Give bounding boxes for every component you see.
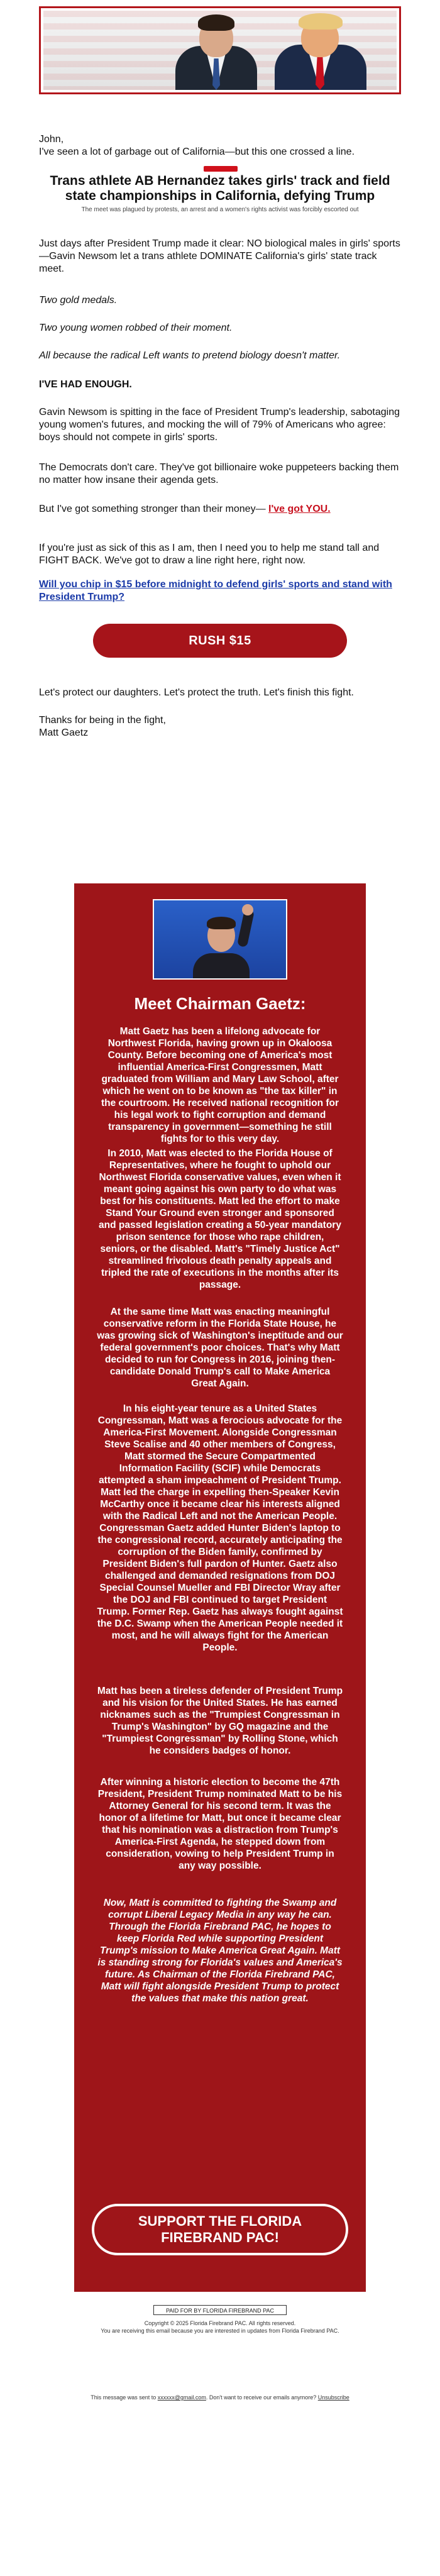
paragraph-gold-medals: Two gold medals. bbox=[39, 295, 118, 306]
got-you-lead: But I've got something stronger than their money— bbox=[39, 504, 269, 514]
banner-person-trump bbox=[270, 11, 370, 90]
paragraph-got-you bbox=[39, 503, 401, 516]
bio-paragraph-congress-run: At the same time Matt was enacting meaningful conservative reform in the Florida State House, he was growing sick of Washington's ineptitude and our federal government's poor choices. That's why Matt decided to run for Congress in 2016, joining then-candidate Donald Trump's call to Make America Great Again. bbox=[97, 1307, 343, 1389]
greeting: John, bbox=[39, 134, 64, 145]
chip-in-link[interactable]: Will you chip in $15 before midnight to defend girls' sports and stand with President Trump? bbox=[39, 579, 392, 602]
unsubscribe-link[interactable]: Unsubscribe bbox=[317, 2394, 349, 2401]
bio-paragraph-early-life: Matt Gaetz has been a lifelong advocate for Northwest Florida, having grown up in Okaloosa County. Before becoming one of America's most influential America-First Congressmen, Matt graduated from William and Mary Law School, after which he went on to be known as "the tax killer" in the courtroom. He received national recognition for his legal work to fight corruption and demand transparency in government—something he still fights for to this very day. bbox=[101, 1026, 339, 1144]
header-banner bbox=[39, 6, 401, 94]
paragraph-trans-athlete: Just days after President Trump made it clear: NO biological males in girls' sports—Gavin Newsom let a trans athlete DOMINATE California's girls' state track meet. bbox=[39, 238, 400, 274]
chip-in-paragraph bbox=[39, 578, 401, 604]
bio-title: Meet Chairman Gaetz: bbox=[134, 994, 306, 1013]
banner-photo bbox=[43, 11, 397, 90]
bio-paragraph-congress-tenure: In his eight-year tenure as a United States Congressman, Matt was a ferocious advocate for the America-First Movement. Alongside Congressman Steve Scalise and 40 other members of Congress, Matt stormed the Secure Compartmented Information Facility (SCIF) while Democrats attempted a sham impeachment of President Trump. Matt led the charge in expelling then-Speaker Kevin McCarthy once it became clear his interests aligned with the Radical Left and not the American People. Congressman Gaetz added Hunter Biden's laptop to the congressional record, accurately anticipating the corruption of the Biden family, confirmed by President Biden's full pardon of Hunter. Gaetz also challenged and demanded resignations from DOJ Special Counsel Mueller and FBI Director Wray after the DOJ and FBI continued to target President Trump. Former Rep. Gaetz has always fought against the D.C. Swamp when the American People needed it most, and he will always fight for the American People. bbox=[97, 1403, 343, 1653]
gaetz-photo bbox=[153, 899, 287, 980]
recipient-email-link[interactable]: xxxxxx@gmail.com bbox=[157, 2394, 206, 2401]
footer-copyright: Copyright © 2025 Florida Firebrand PAC. All rights reserved. bbox=[144, 2320, 296, 2326]
paragraph-democrats: The Democrats don't care. They've got billionaire woke puppeteers backing them no matter how insane their agenda gets. bbox=[39, 462, 399, 485]
banner-person-gaetz bbox=[169, 11, 263, 90]
article-headline: Trans athlete AB Hernandez takes girls' track and field state championships in California, defying Trump bbox=[50, 174, 390, 203]
sent-to-lead: This message was sent to bbox=[91, 2394, 158, 2401]
article-caption: The meet was plagued by protests, an arrest and a women's rights activist was forcibly escorted out bbox=[81, 206, 359, 213]
support-pac-button[interactable]: SUPPORT THE FLORIDA FIREBRAND PAC! bbox=[92, 2204, 348, 2255]
paragraph-fight-back: If you're just as sick of this as I am, then I need you to help me stand tall and FIGHT BACK. We've got to draw a line right here, right now. bbox=[39, 543, 380, 566]
paragraph-newsom: Gavin Newsom is spitting in the face of President Trump's leadership, sabotaging young women's futures, and mocking the will of 79% of Americans who agree: boys should not compete in girls' sports. bbox=[39, 407, 400, 443]
paragraph-protect: Let's protect our daughters. Let's protect the truth. Let's finish this fight. bbox=[39, 687, 354, 698]
paid-for-disclaimer: PAID FOR BY FLORIDA FIREBRAND PAC bbox=[153, 2305, 287, 2315]
paragraph-robbed: Two young women robbed of their moment. bbox=[39, 323, 233, 333]
signoff: Thanks for being in the fight, bbox=[39, 715, 166, 726]
paragraph-had-enough: I'VE HAD ENOUGH. bbox=[39, 379, 132, 390]
got-you-link[interactable]: I've got YOU. bbox=[268, 504, 331, 514]
signature: Matt Gaetz bbox=[39, 727, 89, 738]
rush-15-button[interactable]: RUSH $15 bbox=[93, 624, 347, 658]
bio-paragraph-florida-house: In 2010, Matt was elected to the Florida House of Representatives, where he fought to uphold our Northwest Florida conservative values, even when it meant going against his own party to do what was best for his constituents. Matt led the effort to make Stand Your Ground even stronger and sponsored and passed legislation creating a 50-year mandatory prison sentence for those who rape children, seniors, or the disabled. Matt's "Timely Justice Act" streamlined frivolous death penalty appeals and tripled the rate of executions in the months after its passage. bbox=[99, 1148, 341, 1290]
bio-paragraph-firebrand-pac: Now, Matt is committed to fighting the Swamp and corrupt Liberal Legacy Media in any way he can. Through the Florida Firebrand PAC, he hopes to keep Florida Red while supporting President Trump's mission to Make America Great Again. Matt is standing strong for Florida's values and America's future. As Chairman of the Florida Firebrand PAC, Matt will fight alongside President Trump to protect the values that make this nation great. bbox=[97, 1898, 343, 2004]
bio-paragraph-attorney-general: After winning a historic election to become the 47th President, President Trump nominated Matt to be his Attorney General for his second term. It was the honor of a lifetime for Matt, but once it became clear that his nomination was a distraction from Trump's America-First Agenda, he stepped down from consideration, vowing to help President Trump in any way possible. bbox=[97, 1777, 343, 1871]
breaking-badge bbox=[204, 166, 238, 172]
intro-text: I've seen a lot of garbage out of California—but this one crossed a line. bbox=[39, 146, 355, 157]
paragraph-biology: All because the radical Left wants to pretend biology doesn't matter. bbox=[39, 350, 341, 361]
bio-section bbox=[74, 883, 366, 2292]
sent-to-mid: . Don't want to receive our emails anymore? bbox=[206, 2394, 318, 2401]
footer-reason: You are receiving this email because you are interested in updates from Florida Firebrand PAC. bbox=[101, 2328, 339, 2334]
footer-sent-to bbox=[63, 2394, 377, 2401]
bio-paragraph-trump-defender: Matt has been a tireless defender of President Trump and his vision for the United States. He has earned nicknames such as the "Trumpiest Congressman in Trump's Washington" by GQ magazine and the "Trumpiest Congressman" by Rolling Stone, which he considers badges of honor. bbox=[97, 1686, 343, 1756]
